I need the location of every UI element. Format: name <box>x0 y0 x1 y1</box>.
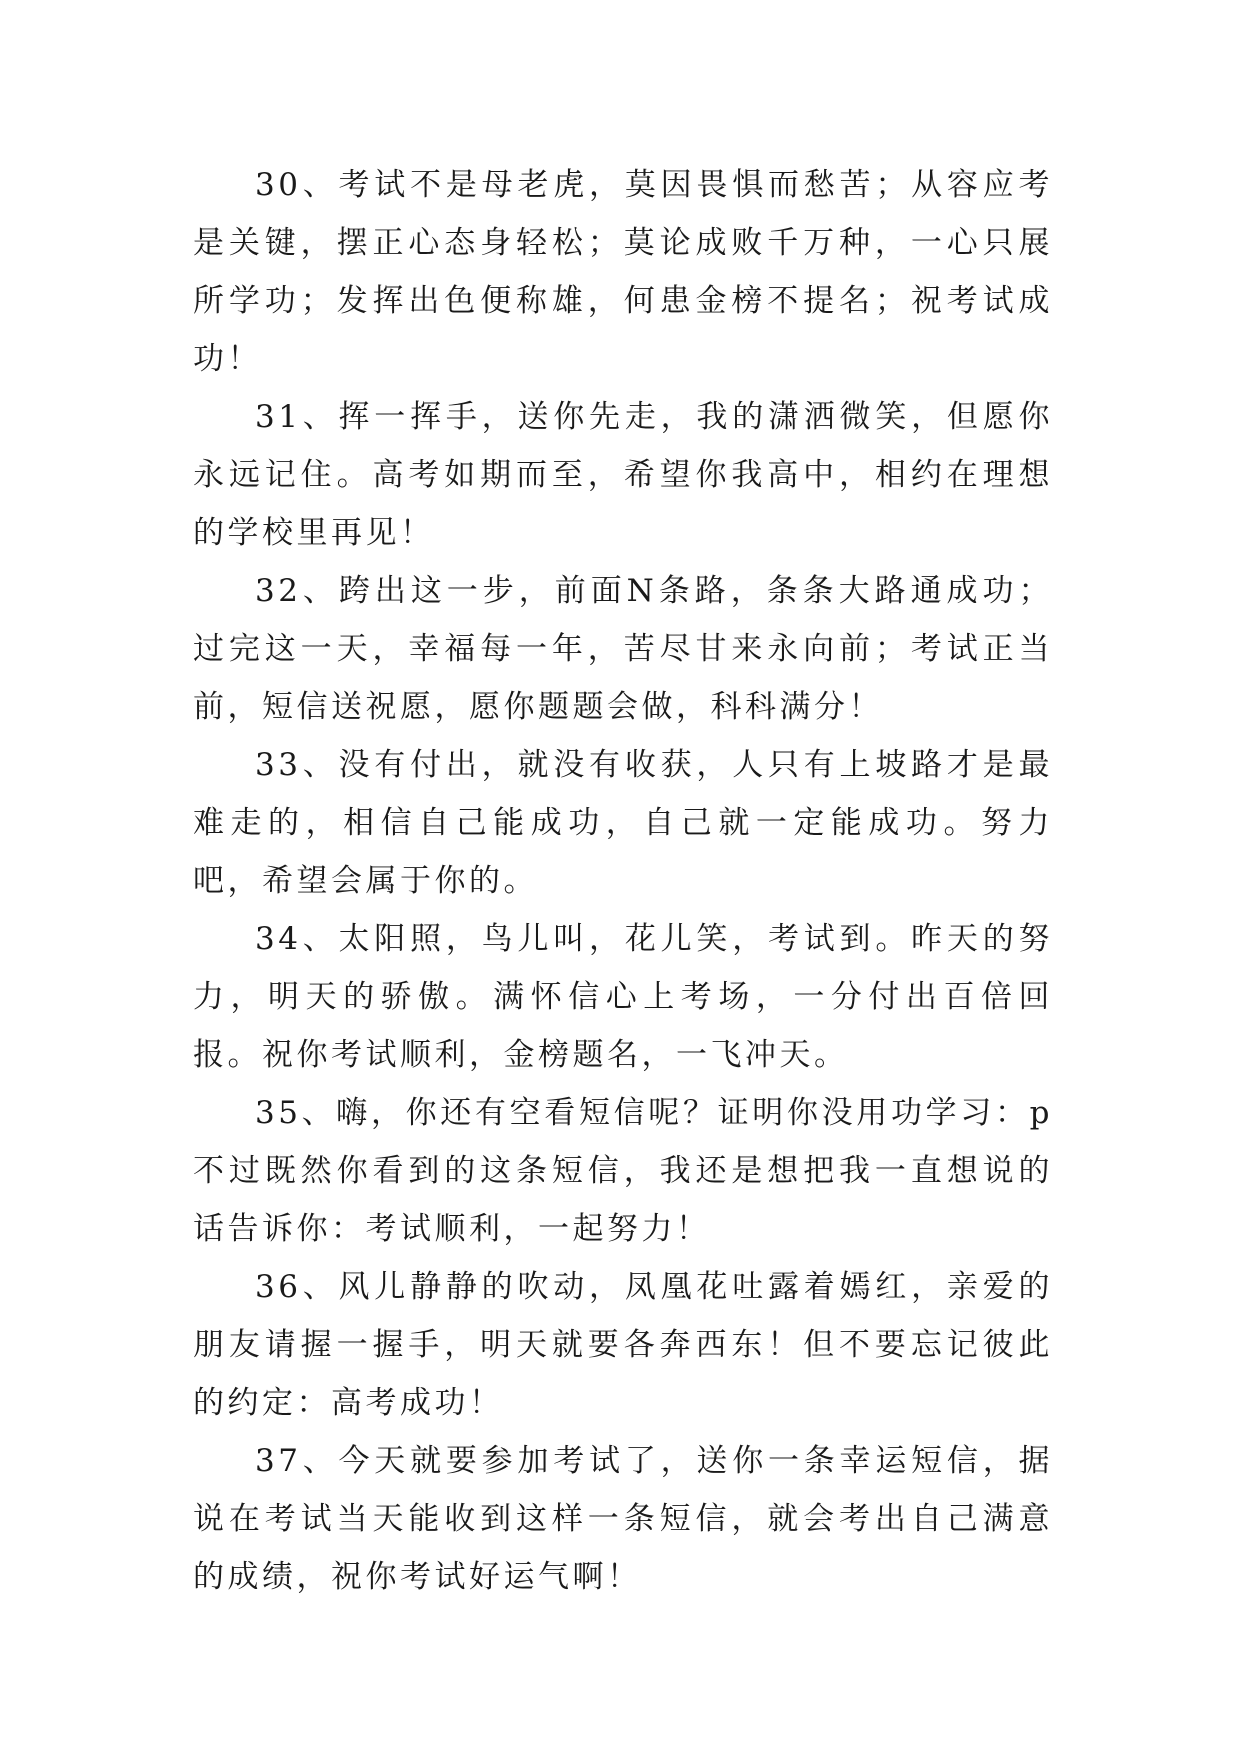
paragraph-31: 31、挥一挥手，送你先走，我的潇洒微笑，但愿你永远记住。高考如期而至，希望你我高中，相约在理想的学校里再见！ <box>193 399 1053 551</box>
paragraph-33: 33、没有付出，就没有收获，人只有上坡路才是最难走的，相信自己能成功，自己就一定能成功。努力吧，希望会属于你的。 <box>193 747 1053 899</box>
paragraph-34: 34、太阳照，鸟儿叫，花儿笑，考试到。昨天的努力，明天的骄傲。满怀信心上考场，一分付出百倍回报。祝你考试顺利，金榜题名，一飞冲天。 <box>193 921 1053 1073</box>
document-body <box>193 156 1053 1606</box>
paragraph-30: 30、考试不是母老虎，莫因畏惧而愁苦；从容应考是关键，摆正心态身轻松；莫论成败千万种，一心只展所学功；发挥出色便称雄，何患金榜不提名；祝考试成功！ <box>193 167 1053 377</box>
paragraph-37: 37、今天就要参加考试了，送你一条幸运短信，据说在考试当天能收到这样一条短信，就会考出自己满意的成绩，祝你考试好运气啊！ <box>193 1443 1053 1595</box>
paragraph-36: 36、风儿静静的吹动，凤凰花吐露着嫣红，亲爱的朋友请握一握手，明天就要各奔西东！但不要忘记彼此的约定：高考成功！ <box>193 1269 1053 1421</box>
paragraph-35: 35、嗨，你还有空看短信呢？证明你没用功学习：p不过既然你看到的这条短信，我还是想把我一直想说的话告诉你：考试顺利，一起努力！ <box>193 1095 1053 1247</box>
paragraph-32: 32、跨出这一步，前面N条路，条条大路通成功；过完这一天，幸福每一年，苦尽甘来永向前；考试正当前，短信送祝愿，愿你题题会做，科科满分！ <box>193 573 1053 725</box>
